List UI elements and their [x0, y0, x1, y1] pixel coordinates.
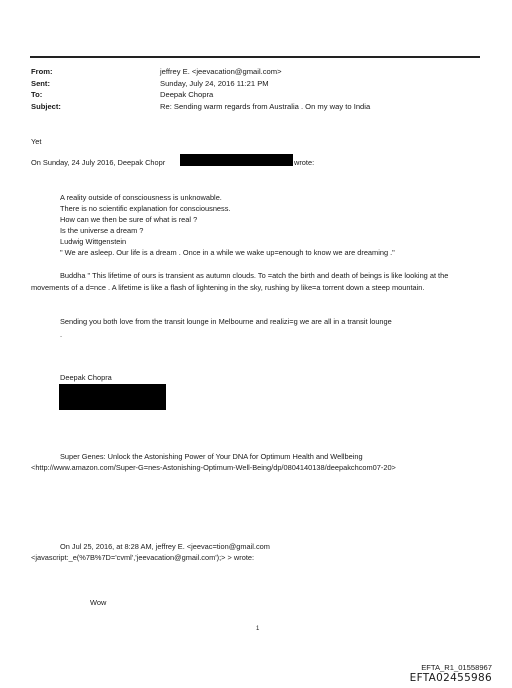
- sent-label: Sent:: [31, 79, 50, 88]
- to-value: Deepak Chopra: [160, 90, 214, 99]
- earlier-message-line: On Jul 25, 2016, at 8:28 AM, jeffrey E. <jeevac=tion@gmail.com: [60, 542, 270, 551]
- quote-line: Is the universe a dream ?: [60, 226, 144, 235]
- earlier-message-line: <javascript:_e(%7B%7D='cvml','jeevacation@gmail.com');> > wrote:: [31, 553, 255, 562]
- book-link: <http://www.amazon.com/Super-G=nes-Astonishing-Optimum-Well-Being/dp/0804140138/deepakchcom07-20>: [31, 463, 396, 472]
- quote-line: " We are asleep. Our life is a dream . Once in a while we wake up=enough to know we are dreaming .": [60, 248, 395, 257]
- to-label: To:: [31, 90, 43, 99]
- book-title: Super Genes: Unlock the Astonishing Power of Your DNA for Optimum Health and Wellbeing: [60, 452, 363, 461]
- page-number: 1: [256, 626, 260, 632]
- reply-text: Yet: [31, 137, 42, 146]
- redaction-box-email: [180, 154, 293, 166]
- redaction-box-signature: [59, 384, 166, 410]
- from-label: From:: [31, 67, 53, 76]
- quote-intro-end: wrote:: [294, 158, 315, 167]
- quote-line: There is no scientific explanation for consciousness.: [60, 204, 231, 213]
- subject-label: Subject:: [31, 102, 61, 111]
- dot-mark: .: [60, 330, 63, 339]
- document-id-small: EFTA_R1_01558967: [421, 663, 492, 672]
- quote-line: Ludwig Wittgenstein: [60, 237, 127, 246]
- quote-intro-start: On Sunday, 24 July 2016, Deepak Chopr: [31, 158, 166, 167]
- quote-line: A reality outside of consciousness is unknowable.: [60, 193, 222, 202]
- transit-line: Sending you both love from the transit lounge in Melbourne and realizi=g we are all in a transit lounge: [60, 317, 392, 326]
- document-id-large: EFTA02455986: [409, 672, 492, 684]
- subject-value: Re: Sending warm regards from Australia . On my way to India: [160, 102, 371, 111]
- sent-value: Sunday, July 24, 2016 11:21 PM: [160, 79, 269, 88]
- header-top-rule: [30, 56, 480, 58]
- signature-name: Deepak Chopra: [60, 373, 112, 382]
- quote-line: How can we then be sure of what is real ?: [60, 215, 198, 224]
- from-value: jeffrey E. <jeevacation@gmail.com>: [160, 67, 282, 76]
- wow-text: Wow: [90, 598, 107, 607]
- buddha-paragraph: Buddha " This lifetime of ours is transient as autumn clouds. To =atch the birth and death of beings is like looking at the movements of a d=nce . A lifetime is like a flash of lightening in the sky, rushing by like=a torrent down a steep mountain.: [31, 271, 449, 292]
